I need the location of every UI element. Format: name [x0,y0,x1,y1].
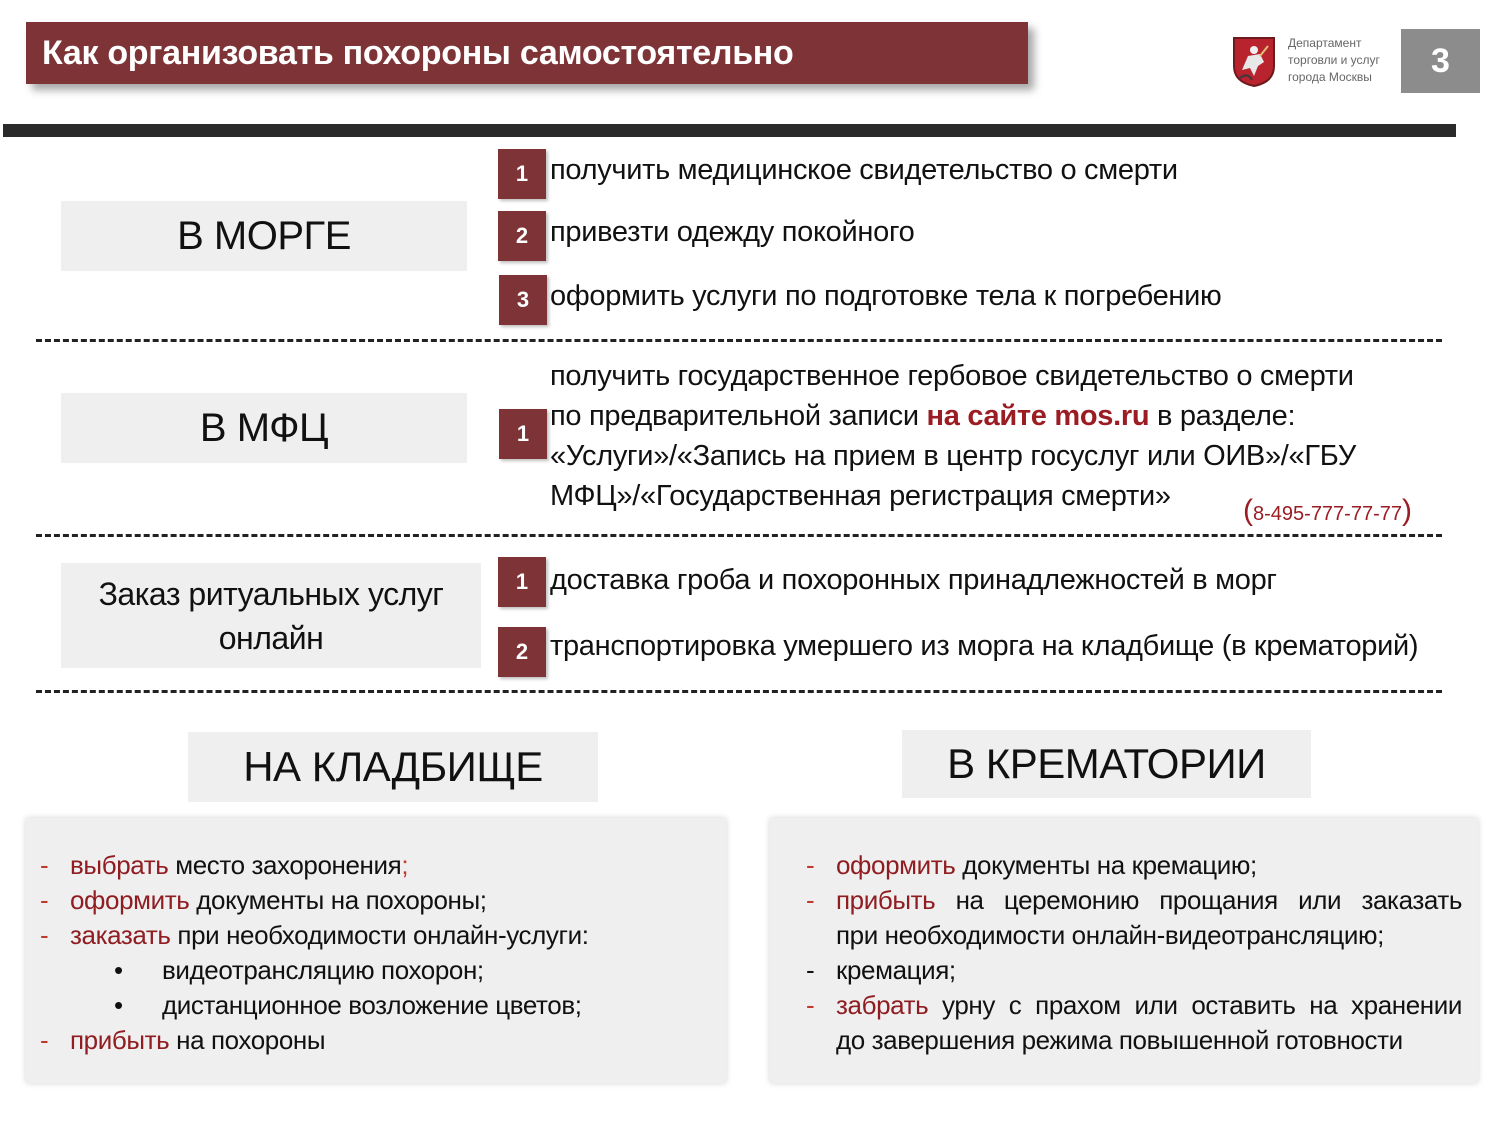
cemetery-item-2: - оформить документы на похороны; [40,885,487,915]
cemetery-item-3-rest: при необходимости онлайн-услуги: [170,920,589,950]
crematorium-item-2-rest: на церемонию прощания или заказать [935,885,1462,915]
mfc-line-4: МФЦ»/«Государственная регистрация смерти» [550,480,1171,512]
cemetery-item-4: - прибыть на похороны [40,1025,326,1055]
cemetery-subitem-1: • видеотрансляцию похорон; [114,955,484,985]
cemetery-subitem-2: • дистанционное возложение цветов; [114,990,582,1020]
morgue-step-1-text: получить медицинское свидетельство о смерти [550,154,1178,186]
phone-value: 8-495-777-77-77 [1253,503,1402,525]
online-step-2-text: транспортировка умершего из морга на кладбище (в крематорий) [550,630,1419,662]
mfc-line-2 [550,396,1356,436]
cemetery-item-1-end: ; [401,850,409,880]
online-label-line-2: онлайн [218,619,324,656]
cemetery-panel [26,818,726,1083]
crematorium-item-2-cont: при необходимости онлайн-видеотрансляцию; [836,920,1384,950]
department-name [1288,35,1398,86]
cemetery-item-2-verb: оформить [70,885,190,915]
crematorium-item-2: - прибыть на церемонию прощания или заказать [806,885,1462,915]
morgue-step-3-text: оформить услуги по подготовке тела к погребению [550,280,1222,312]
crematorium-item-1: - оформить документы на кремацию; [806,850,1257,880]
header-divider [3,124,1456,137]
online-label-line-1: Заказ ритуальных услуг [98,575,444,612]
online-step-1-text: доставка гроба и похоронных принадлежностей в морг [550,564,1277,596]
cemetery-item-1-rest: место захоронения [168,850,402,880]
morgue-step-3-number: 3 [499,275,547,325]
mfc-step-1-number: 1 [499,409,547,459]
section-divider-1 [36,339,1442,342]
crematorium-item-4-cont: до завершения режима повышенной готовности [836,1025,1403,1055]
cemetery-subitem-2-text: дистанционное возложение цветов; [162,990,582,1020]
moscow-coat-of-arms-icon [1232,36,1276,88]
page-number: 3 [1401,29,1480,93]
cemetery-item-2-rest: документы на похороны; [189,885,487,915]
morgue-step-2-number: 2 [498,211,546,261]
cemetery-item-4-rest: на похороны [169,1025,326,1055]
crematorium-item-1-verb: оформить [836,850,956,880]
crematorium-item-1-rest: документы на кремацию; [955,850,1257,880]
morgue-step-1-number: 1 [498,149,546,199]
mfc-line-1: получить государственное гербовое свидетельство о смерти [550,360,1354,392]
cemetery-item-4-verb: прибыть [70,1025,170,1055]
crematorium-item-4-verb: забрать [836,990,929,1020]
crematorium-item-2-verb: прибыть [836,885,936,915]
crematorium-panel [770,818,1478,1083]
crematorium-item-4: - забрать урну с прахом или оставить на хранении [806,990,1462,1020]
phone-number [1243,494,1412,528]
crematorium-label: В КРЕМАТОРИИ [902,730,1311,798]
mfc-line-3: «Услуги»/«Запись на прием в центр госуслуг или ОИВ»/«ГБУ [550,440,1356,472]
department-line-3: города Москвы [1288,70,1372,84]
mfc-step-1-text [550,356,1356,516]
online-label [61,563,481,668]
mfc-label: В МФЦ [61,393,467,463]
cemetery-list [26,848,716,1058]
cemetery-label: НА КЛАДБИЩЕ [188,732,598,802]
mos-ru-link[interactable]: на сайте mos.ru [926,400,1150,432]
cemetery-item-1: - выбрать место захоронения; [40,850,409,880]
page-title: Как организовать похороны самостоятельно [42,34,794,72]
department-line-1: Департамент [1288,36,1362,50]
crematorium-item-4-rest: урну с прахом или оставить на хранении [928,990,1462,1020]
cemetery-item-1-verb: выбрать [70,850,169,880]
online-step-1-number: 1 [498,557,546,607]
phone-paren-close: ) [1402,494,1412,527]
online-step-2-number: 2 [498,627,546,677]
cemetery-item-3-verb: заказать [70,920,171,950]
crematorium-item-3-text: кремация; [836,955,956,985]
section-divider-3 [36,690,1442,693]
morgue-label: В МОРГЕ [61,201,467,271]
crematorium-list [792,848,1462,1058]
cemetery-subitem-1-text: видеотрансляцию похорон; [162,955,484,985]
department-line-2: торговли и услуг [1288,53,1380,67]
phone-paren-open: ( [1243,494,1253,527]
morgue-step-2-text: привезти одежду покойного [550,216,915,248]
section-divider-2 [36,534,1442,537]
title-bar [26,22,1028,84]
crematorium-item-3: - кремация; [806,955,956,985]
cemetery-item-3: - заказать при необходимости онлайн-услуги: [40,920,589,950]
mfc-line-2-end: в разделе: [1149,400,1296,432]
mfc-line-2-start: по предварительной записи [550,400,927,432]
